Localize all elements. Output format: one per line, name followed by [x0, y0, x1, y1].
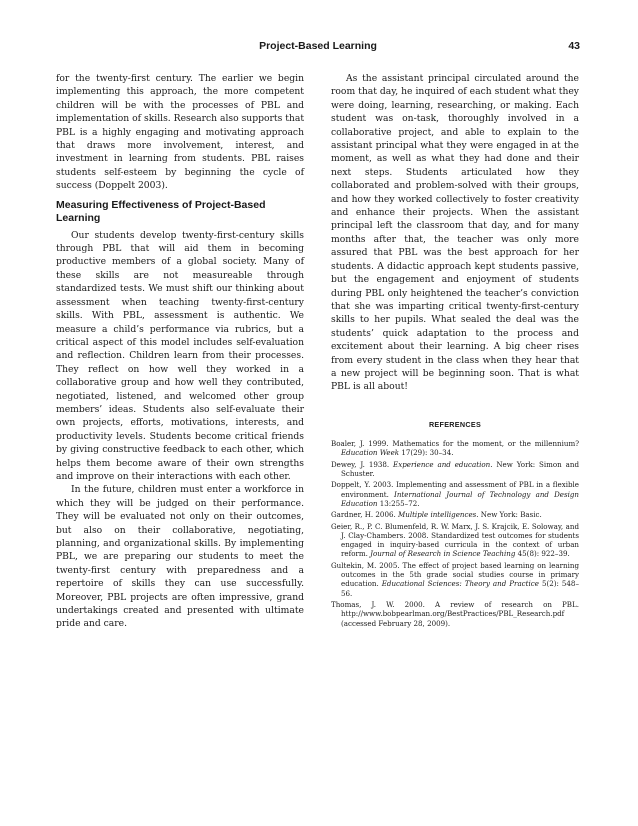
section-heading: Measuring Effectiveness of Project-Based Learning: [56, 198, 266, 224]
references-heading: REFERENCES: [428, 419, 482, 429]
reference-item: Geier, R., P. C. Blumenfeld, R. W. Marx, J. S. Krajcik, E. Soloway, and J. Clay-Chambers. 2008. Standardized test outcomes for students engaged in inquiry-based curricula in the context of urban reform. Journal of Research in Science Teaching 45(8): 922–39.: [331, 521, 579, 559]
reference-list: [331, 439, 579, 628]
intro-paragraph: for the twenty-first century. The earlier we begin implementing this approach, the more competent children will be with the processes of PBL and implementation of skills. Research also supports that PBL is a highly engaging and motivating approach that draws more involvement, interest, and investment in learning from students. PBL raises students self-esteem by beginning the cycle of success (Doppelt 2003).: [56, 73, 305, 192]
body-paragraph-1: Our students develop twenty-first-century skills through PBL that will aid them in becoming productive members of a global society. Many of these skills are not measureable through standardized tests. We must shift our thinking about assessment when teaching twenty-first-century skills. With PBL, assessment is authentic. We measure a child’s performance via rubrics, but a critical aspect of this model includes self-evaluation and reflection. Children learn from their processes. They reflect on how well they worked in a collaborative group and how well they contributed, negotiated, listened, and welcomed other group members’ ideas. Students also self-evaluate their own projects, efforts, motivations, interests, and productivity levels. Students become critical friends by giving constructive feedback to each other, which helps them become aware of their own strengths and improve on their interactions with each other.: [56, 229, 304, 482]
page-number: 43: [568, 40, 580, 52]
right-column: [331, 72, 579, 630]
reference-item: Boaler, J. 1999. Mathematics for the moment, or the millennium? Education Week 17(29): 30–34.: [331, 439, 579, 458]
running-title: Project-Based Learning: [259, 40, 377, 52]
reference-item: Doppelt, Y. 2003. Implementing and assessment of PBL in a flexible environment. International Journal of Technology and Design Education 13:255–72.: [331, 480, 579, 508]
body-paragraph-3: As the assistant principal circulated around the room that day, he inquired of each student what they were doing, learning, researching, or making. Each student was on-task, thoroughly involved in a collaborative project, and able to explain to the assistant principal what they were engaged in at the moment, as well as what they had done and their next steps. Students articulated how they collaborated and problem-solved with their groups, and how they worked collectively to foster creativity and enhance their projects. When the assistant principal left the classroom that day, and for many months after that, the teacher was only more assured that PBL was the best approach for her students. A didactic approach kept students passive, but the engagement and enjoyment of students during PBL only heightened the teacher’s conviction that she was imparting critical twenty-first-century skills to her pupils. What sealed the deal was the students’ quick adaptation to the process and excitement about their learning. A big cheer rises from every student in the class when they hear that a new project will be beginning soon. That is what PBL is all about!: [331, 73, 579, 393]
reference-item: Thomas, J. W. 2000. A review of research on PBL. http://www.bobpearlman.org/BestPractices/PBL_Research.pdf (accessed February 28, 2009).: [331, 599, 579, 628]
body-paragraph-2: In the future, children must enter a workforce in which they will be judged on their performance. They will be evaluated not only on their outcomes, but also on their collaborative, negotiating, planning, and organizational skills. By implementing PBL, we are preparing our students to meet the twenty-first century with preparedness and a repertoire of skills they can use successfully. Moreover, PBL projects are often impressive, grand undertakings created and presented with ultimate pride and care.: [56, 484, 304, 630]
reference-item: Gultekin, M. 2005. The effect of project based learning on learning outcomes in the 5th grade social studies course in primary education. Educational Sciences: Theory and Practice 5(2): 548–56.: [331, 560, 579, 598]
reference-item: Dewey, J. 1938. Experience and education. New York: Simon and Schuster.: [331, 459, 579, 479]
left-column: [56, 72, 304, 631]
reference-item: Gardner, H. 2006. Multiple intelligences. New York: Basic.: [331, 510, 542, 520]
running-head: [56, 40, 580, 56]
